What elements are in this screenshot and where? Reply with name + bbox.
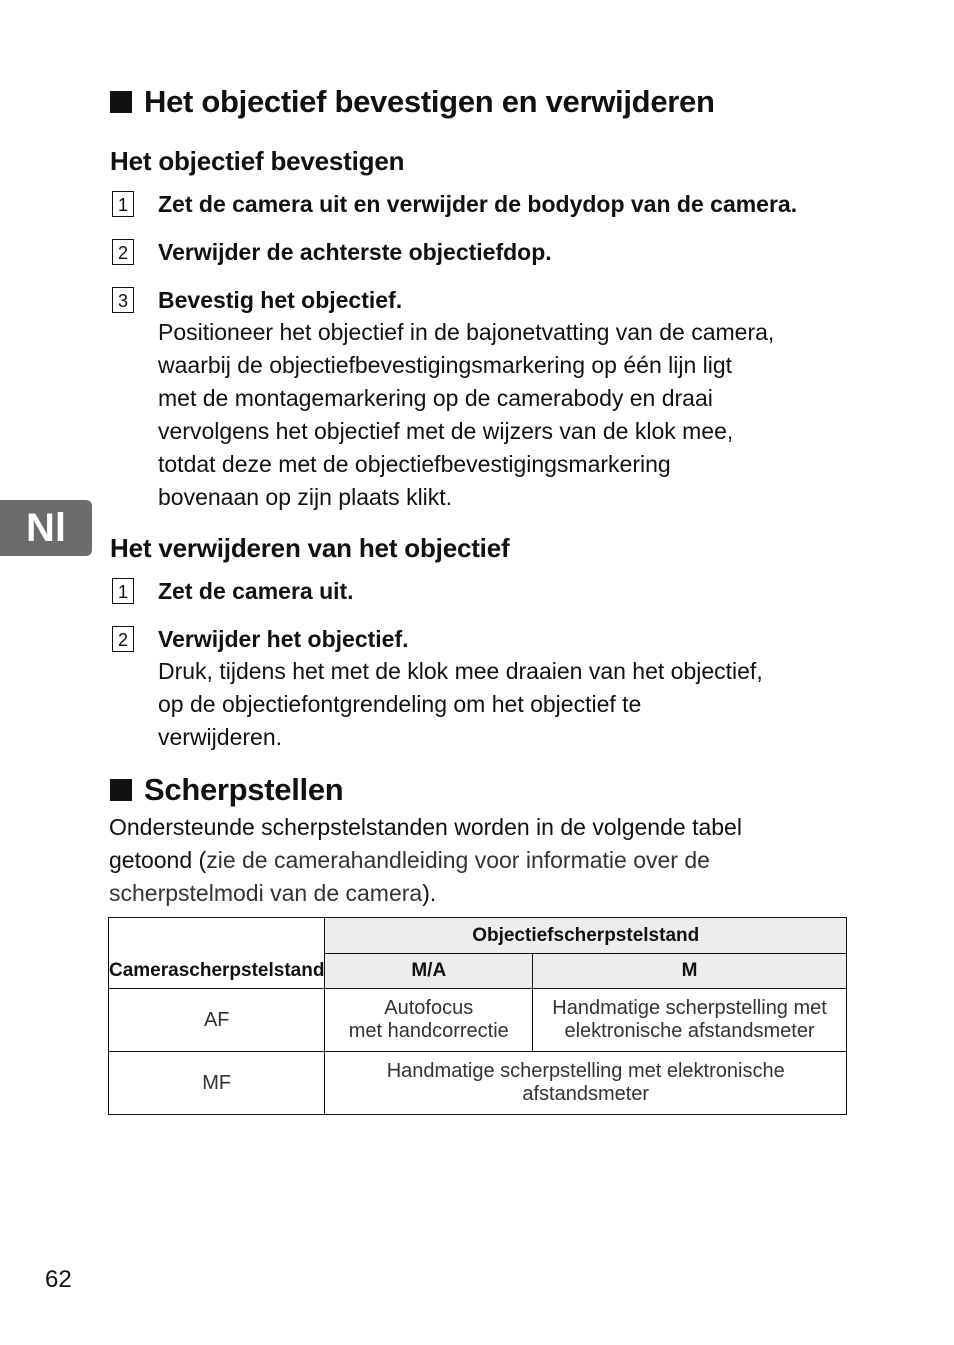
header-m: M bbox=[533, 954, 847, 989]
section-title: Scherpstellen bbox=[144, 772, 344, 807]
text-line: op de objectiefontgrendeling om het objectief te bbox=[158, 691, 642, 717]
focus-mode-table bbox=[108, 917, 847, 1115]
text-line: bovenaan op zijn plaats klikt. bbox=[158, 484, 453, 510]
cell-line: met handcorrectie bbox=[348, 1020, 509, 1042]
subheading-remove: Het verwijderen van het objectief bbox=[110, 533, 510, 563]
text-line: Positioneer het objectief in de bajonetvatting van de camera, bbox=[158, 319, 775, 345]
cell-line: Handmatige scherpstelling met elektronische bbox=[386, 1060, 785, 1082]
section-heading-lens bbox=[110, 84, 715, 120]
step-description bbox=[158, 655, 858, 754]
step-number: 2 bbox=[112, 626, 134, 652]
header-lens-mode: Objectiefscherpstelstand bbox=[325, 918, 847, 954]
intro-paragraph bbox=[109, 811, 849, 910]
row-label-mf: MF bbox=[109, 1052, 325, 1115]
square-bullet-icon bbox=[110, 91, 132, 113]
section-title: Het objectief bevestigen en verwijderen bbox=[144, 84, 715, 119]
row-label-af: AF bbox=[109, 989, 325, 1052]
text-line bbox=[109, 844, 849, 877]
text-line: Druk, tijdens het met de klok mee draaien van het objectief, bbox=[158, 658, 763, 684]
step-title: Zet de camera uit en verwijder de bodydop van de camera. bbox=[158, 191, 798, 217]
text-line bbox=[109, 877, 849, 910]
cell-line: afstandsmeter bbox=[522, 1083, 650, 1105]
section-heading-focus bbox=[110, 772, 343, 808]
step-title: Verwijder het objectief. bbox=[158, 626, 409, 652]
page-number: 62 bbox=[45, 1266, 72, 1293]
step-description bbox=[158, 316, 858, 514]
cell-line: Handmatige scherpstelling met bbox=[552, 997, 827, 1019]
text-line: verwijderen. bbox=[158, 724, 282, 750]
text-run: scherpstelmodi van de camera bbox=[109, 880, 423, 906]
step-number: 3 bbox=[112, 287, 134, 313]
text-line: vervolgens het objectief met de wijzers van de klok mee, bbox=[158, 418, 734, 444]
square-bullet-icon bbox=[110, 779, 132, 801]
text-run: getoond ( bbox=[109, 847, 207, 873]
text-line: totdat deze met de objectiefbevestigingsmarkering bbox=[158, 451, 671, 477]
cell-line: elektronische afstandsmeter bbox=[564, 1020, 815, 1042]
header-camera-mode: Camerascherpstelstand bbox=[109, 918, 325, 989]
step-title: Bevestig het objectief. bbox=[158, 287, 403, 313]
text-run: zie de camerahandleiding voor informatie over de bbox=[206, 847, 710, 873]
text-line: waarbij de objectiefbevestigingsmarkering op één lijn ligt bbox=[158, 352, 733, 378]
text-line: Ondersteunde scherpstelstanden worden in de volgende tabel bbox=[109, 814, 742, 840]
step-number: 1 bbox=[112, 578, 134, 604]
text-run: ). bbox=[422, 880, 437, 906]
text-line: met de montagemarkering op de camerabody en draai bbox=[158, 385, 713, 411]
header-ma: M/A bbox=[325, 954, 533, 989]
step-number: 1 bbox=[112, 191, 134, 217]
cell-line: Autofocus bbox=[384, 997, 474, 1019]
step-title: Zet de camera uit. bbox=[158, 578, 354, 604]
cell-mf-both bbox=[325, 1052, 847, 1115]
step-title: Verwijder de achterste objectiefdop. bbox=[158, 239, 552, 265]
cell-af-m bbox=[533, 989, 847, 1052]
subheading-attach: Het objectief bevestigen bbox=[110, 146, 405, 176]
cell-af-ma bbox=[325, 989, 533, 1052]
step-number: 2 bbox=[112, 239, 134, 265]
language-tab: Nl bbox=[0, 500, 92, 556]
